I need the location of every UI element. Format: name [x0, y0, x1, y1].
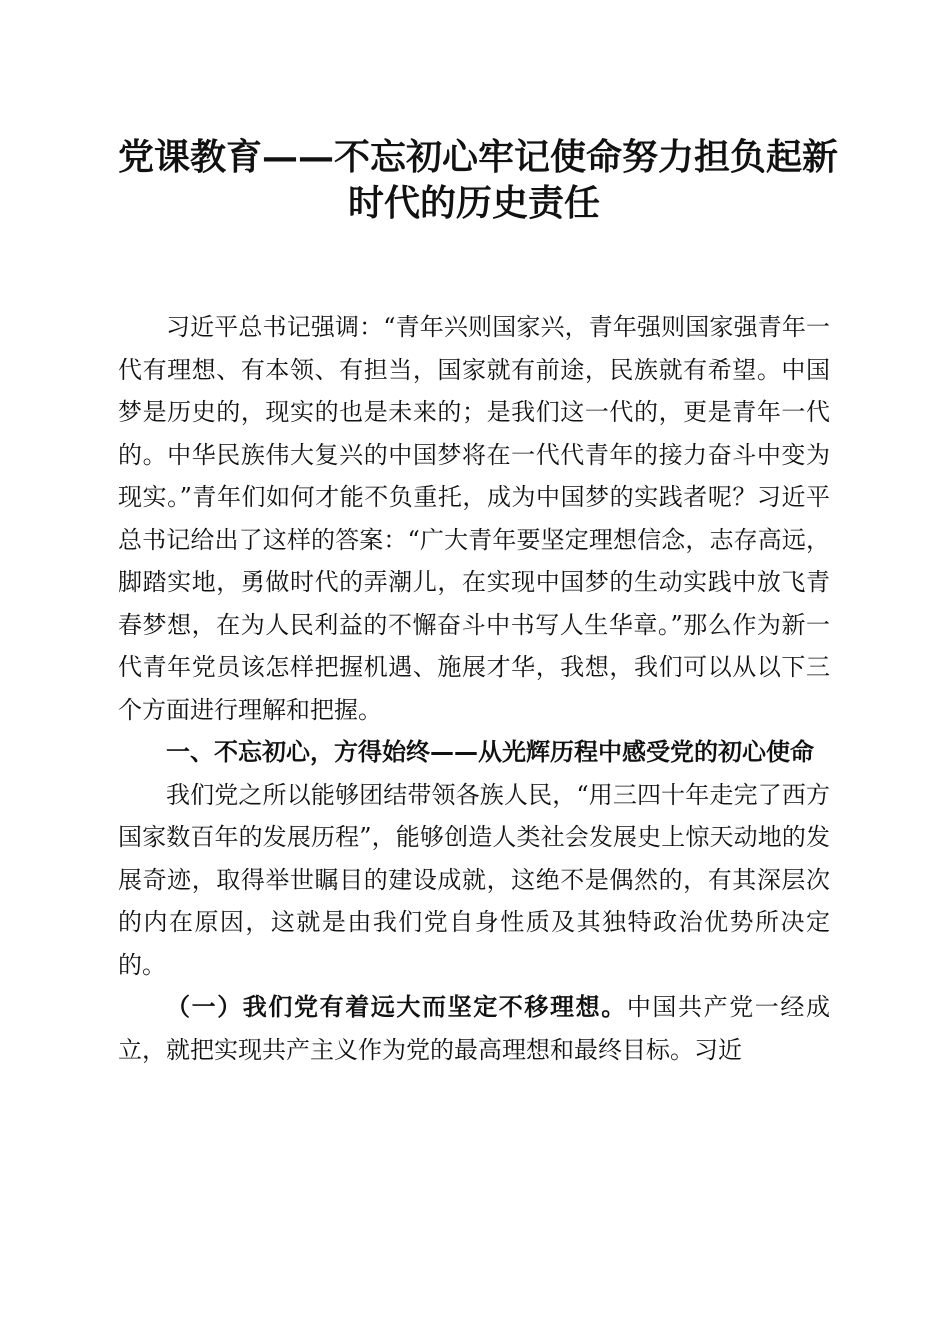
document-body	[118, 306, 830, 1071]
title-line-2: 时代的历史责任	[347, 182, 600, 224]
paragraph-intro: 习近平总书记强调：“青年兴则国家兴，青年强则国家强青年一代有理想、有本领、有担当，国家就有前途，民族就有希望。中国梦是历史的，现实的也是未来的；是我们这一代的，更是青年一代的。中华民族伟大复兴的中国梦将在一代代青年的接力奋斗中变为现实。”青年们如何才能不负重托，成为中国梦的实践者呢？习近平总书记给出了这样的答案：“广大青年要坚定理想信念，志存高远，脚踏实地，勇做时代的弄潮儿，在实现中国梦的生动实践中放飞青春梦想，在为人民利益的不懈奋斗中书写人生华章。”那么作为新一代青年党员该怎样把握机遇、施展才华，我想，我们可以从以下三个方面进行理解和把握。	[118, 313, 830, 724]
subsection-label-1: （一）我们党有着远大而坚定不移理想。	[166, 992, 627, 1021]
subsection-text-1: 中国共产党一经成立，就把实现共产主义作为党的最高理想和最终目标。习近	[118, 993, 831, 1064]
paragraph-subsection-1	[118, 986, 830, 1071]
paragraph-section-1: 我们党之所以能够团结带领各族人民，“用三四十年走完了西方国家数百年的发展历程”，能够创造人类社会发展史上惊天动地的发展奇迹，取得举世瞩目的建设成就，这绝不是偶然的，有其深层次的内在原因，这就是由我们党自身性质及其独特政治优势所决定的。	[118, 780, 830, 979]
title-line-1: 党课教育——不忘初心牢记使命努力担负起新	[118, 136, 839, 178]
section-heading-1: 一、不忘初心，方得始终——从光辉历程中感受党的初心使命	[166, 738, 814, 766]
document-title	[118, 134, 839, 226]
document-page	[118, 134, 839, 1071]
